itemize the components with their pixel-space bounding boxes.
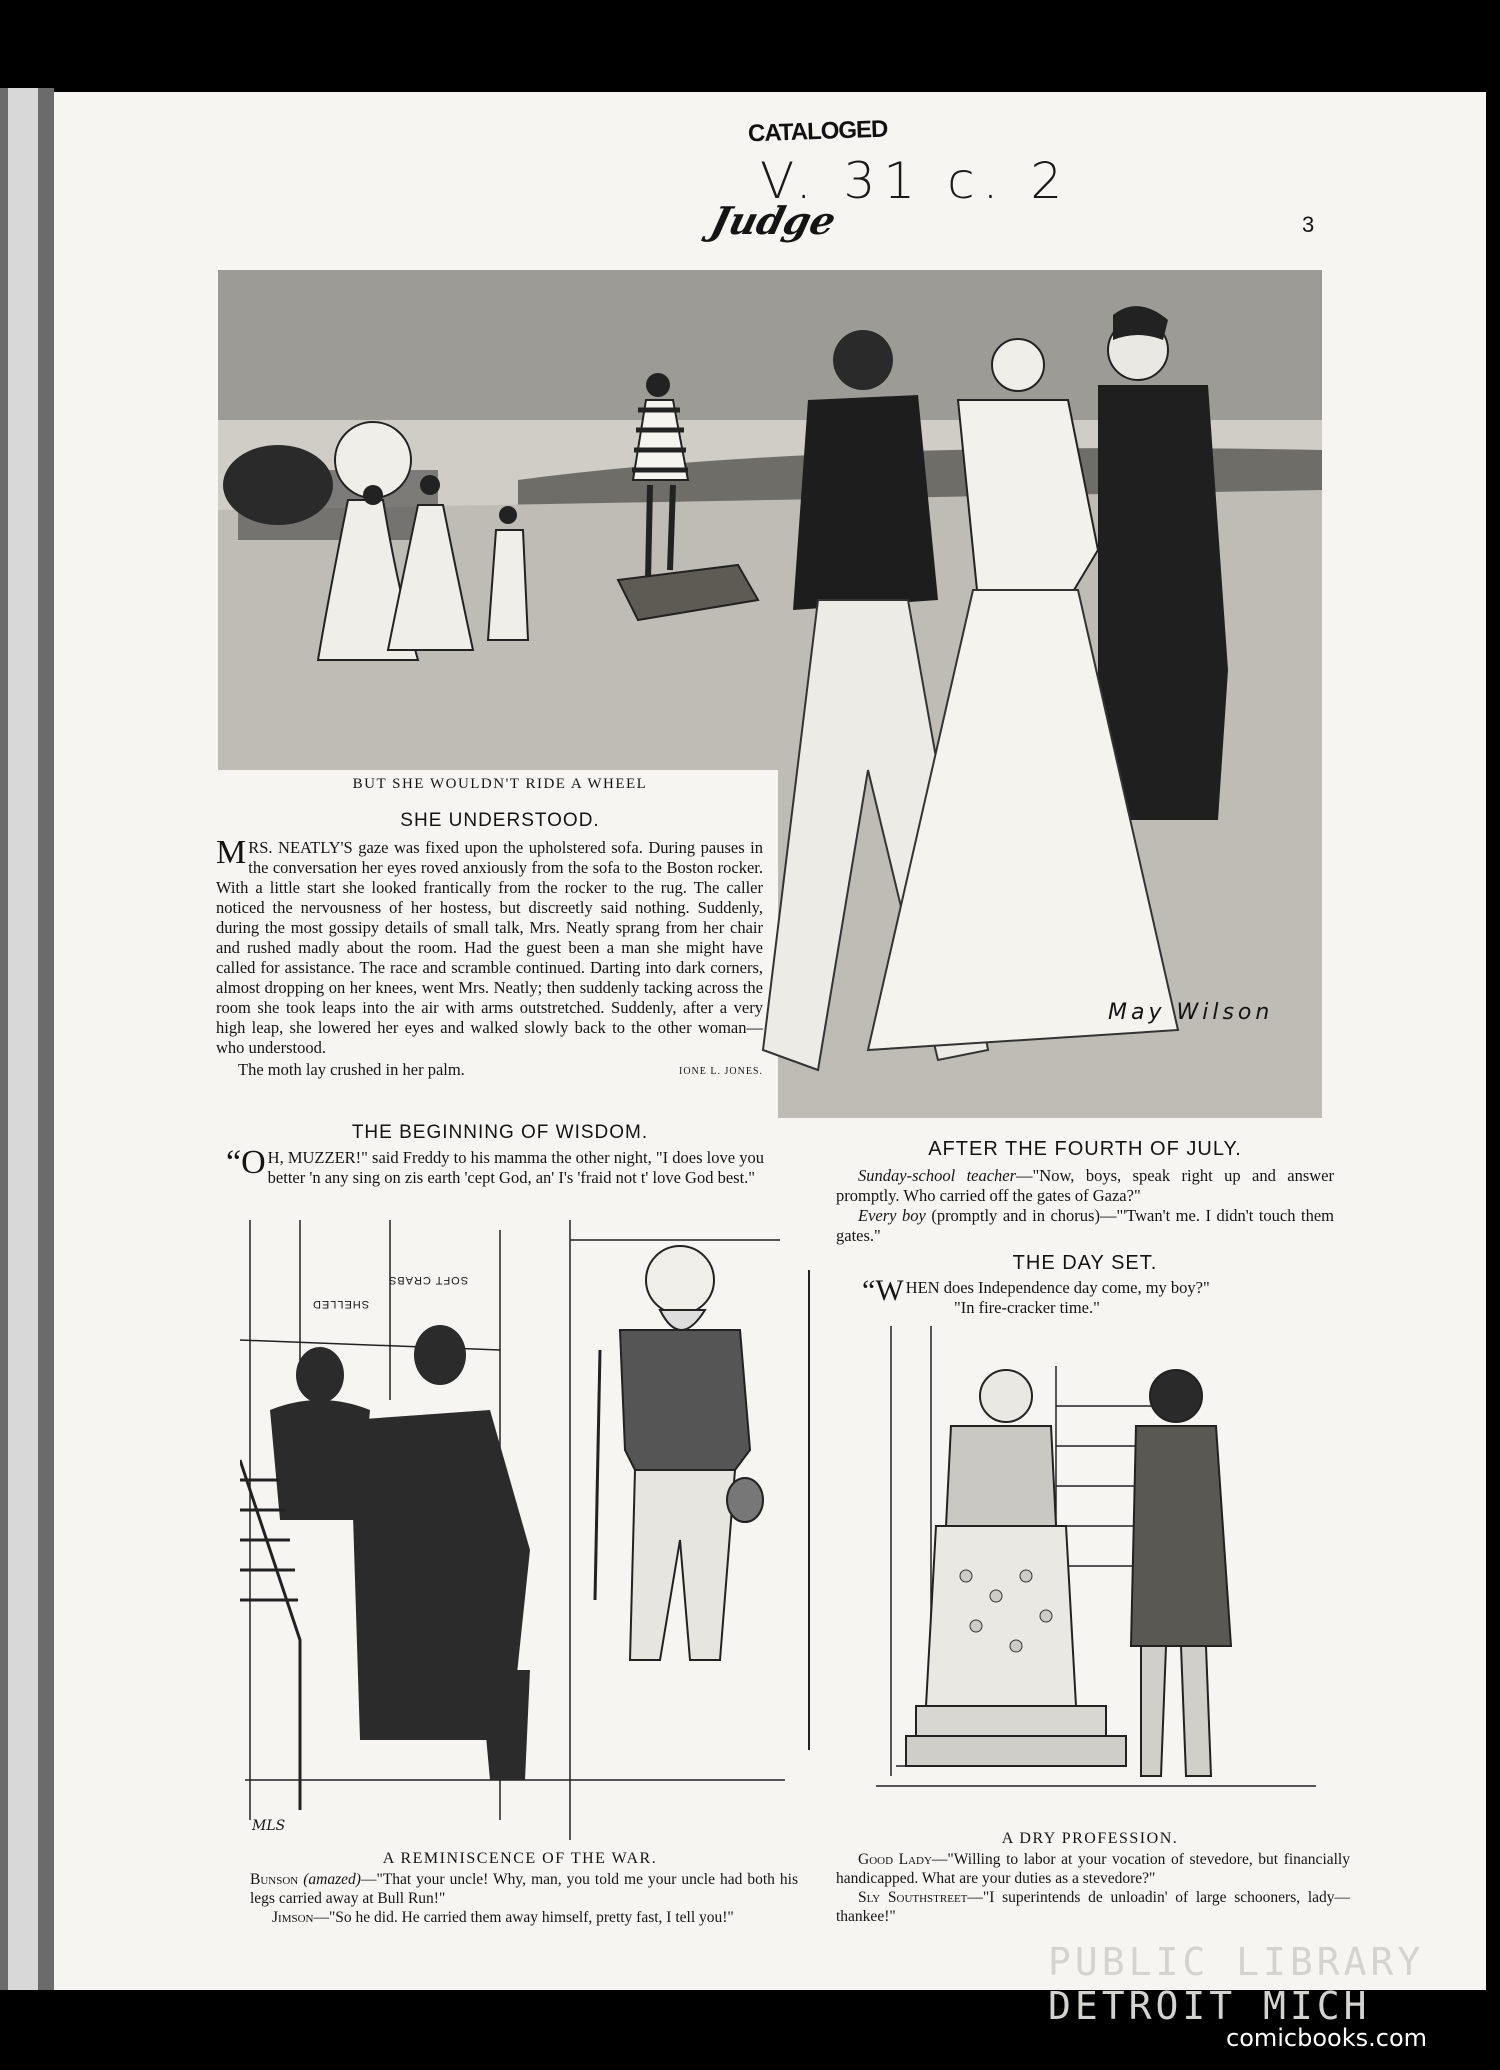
cataloged-stamp: CATALOGED bbox=[747, 115, 888, 148]
beach-cartoon-caption: BUT SHE WOULDN'T RIDE A WHEEL bbox=[352, 776, 648, 792]
after-fourth-body bbox=[836, 1166, 1334, 1246]
good-lady-speaker: Good Lady bbox=[858, 1851, 932, 1868]
she-understood-body bbox=[216, 834, 763, 1082]
boys-speaker: Every boy bbox=[858, 1206, 926, 1225]
boys-line: (promptly and in chorus)—"'Twan't me. I didn't touch them gates." bbox=[836, 1206, 1335, 1245]
column-divider bbox=[808, 1270, 810, 1750]
watermark-line-2: DETROIT MICH bbox=[1048, 1984, 1371, 2028]
artist-signature: May Wilson bbox=[1108, 1000, 1274, 1025]
day-set-title: THE DAY SET. bbox=[1012, 1252, 1158, 1274]
she-understood-closing: The moth lay crushed in her palm. bbox=[238, 1060, 465, 1079]
handwritten-volume-note: V. 31 c. 2 bbox=[760, 152, 1071, 210]
sly-southstreet-speaker: Sly Southstreet bbox=[858, 1889, 968, 1906]
jimson-line: —"So he did. He carried them away himself, pretty fast, I tell you!" bbox=[313, 1909, 734, 1926]
sly-southstreet-line: —"I superintends de unloadin' of large schooners, lady—thankee!" bbox=[836, 1889, 1351, 1925]
masthead-logo: Judge bbox=[706, 198, 841, 243]
day-set-body bbox=[862, 1274, 1322, 1318]
dry-profession-dialogue bbox=[836, 1850, 1350, 1926]
teacher-speaker: Sunday-school teacher bbox=[858, 1166, 1017, 1185]
beginning-of-wisdom-body bbox=[226, 1144, 764, 1188]
wisdom-drop-cap: “O bbox=[226, 1144, 266, 1181]
after-fourth-title: AFTER THE FOURTH OF JULY. bbox=[928, 1138, 1242, 1160]
good-lady-line: —"Willing to labor at your vocation of stevedore, but financially handicapped. What are your duties as a stevedore?" bbox=[836, 1851, 1350, 1887]
she-understood-title: SHE UNDERSTOOD. bbox=[400, 810, 600, 831]
watermark-line-1: PUBLIC LIBRARY bbox=[1048, 1940, 1425, 1984]
war-cartoon bbox=[240, 1220, 790, 1846]
bunson-aside: (amazed) bbox=[303, 1871, 361, 1888]
library-watermark bbox=[1048, 1940, 1424, 2028]
day-set-answer: "In fire-cracker time." bbox=[954, 1298, 1100, 1317]
author-byline: IONE L. JONES. bbox=[679, 1066, 763, 1077]
wisdom-text: H, MUZZER!" said Freddy to his mamma the other night, "I does love you better 'n any sing on zis earth 'cept God, an' I's 'fraid not t' love God best." bbox=[267, 1148, 764, 1187]
war-cartoon-sign-1: SOFT CRABS bbox=[388, 1274, 469, 1286]
war-cartoon-sign-2: SHELLED bbox=[312, 1298, 370, 1310]
page-number: 3 bbox=[1302, 212, 1315, 237]
war-cartoon-caption: A REMINISCENCE OF THE WAR. bbox=[382, 1850, 658, 1867]
war-cartoon-artist-mark: MLS bbox=[252, 1818, 286, 1834]
dry-profession-cartoon bbox=[876, 1326, 1316, 1822]
dry-profession-caption: A DRY PROFESSION. bbox=[1001, 1830, 1179, 1847]
bunson-speaker: Bunson bbox=[250, 1871, 299, 1888]
beginning-of-wisdom-title: THE BEGINNING OF WISDOM. bbox=[351, 1122, 649, 1143]
war-cartoon-dialogue bbox=[250, 1870, 798, 1927]
binding-edge bbox=[8, 88, 38, 1990]
day-set-question: HEN does Independence day come, my boy?" bbox=[905, 1278, 1210, 1297]
day-set-drop-cap: “W bbox=[862, 1274, 904, 1307]
teacher-line: —"Now, boys, speak right up and answer promptly. Who carried off the gates of Gaza?" bbox=[836, 1166, 1335, 1205]
she-understood-text: RS. NEATLY'S gaze was fixed upon the upholstered sofa. During pauses in the conversation her eyes roved anxiously from the sofa to the Boston rocker. With a little start she looked frantically from the rocker to the rug. The caller noticed the nervousness of her hostess, but discreetly said nothing. Suddenly, during the most gossipy details of small talk, Mrs. Neatly sprang from her chair and rushed madly about the room. Had the guest been a man she might have called for assistance. The race and scramble continued. Darting into dark corners, almost dropping on her knees, went Mrs. Neatly; then suddenly tacking across the room she took leaps into the air with arms outstretched. Suddenly, after a very high leap, she lowered her eyes and walked slowly back to the other woman—who understood. bbox=[216, 838, 763, 1057]
bunson-line: —"That your uncle! Why, man, you told me your uncle had both his legs carried away at Bull Run!" bbox=[250, 1871, 799, 1907]
jimson-speaker: Jimson bbox=[272, 1909, 314, 1926]
binding-spine bbox=[0, 88, 54, 1990]
site-credit: comicbooks.com bbox=[1226, 2024, 1428, 2052]
drop-cap: M bbox=[216, 834, 247, 871]
